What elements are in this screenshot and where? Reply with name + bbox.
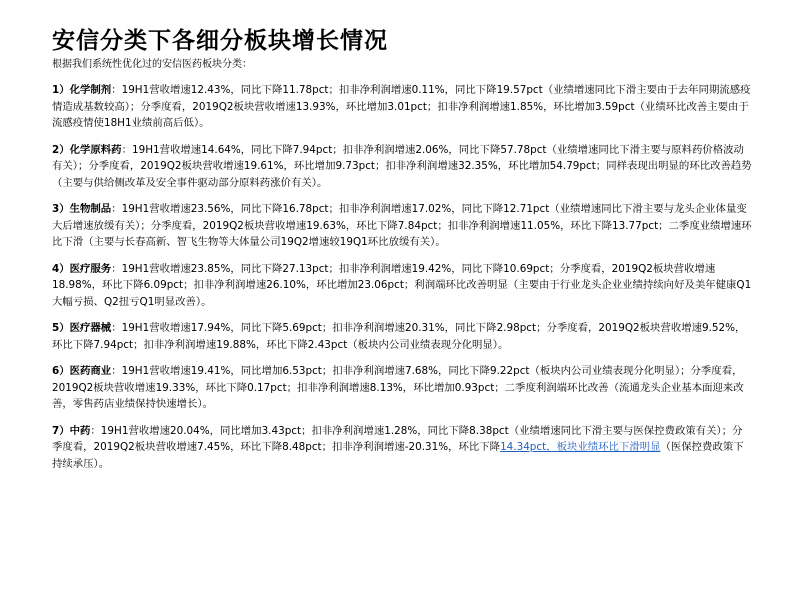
- hyperlink-text[interactable]: 14.34pct，板块业绩环比下滑明显: [500, 441, 661, 453]
- section-body: ：19H1营收增速23.56%，同比下降16.78pct；扣非净利润增速17.02%，同比下降12.71pct（业绩增速同比下滑主要与龙头企业体量变大后增速放缓有关）；分季度看，2019Q2板块营收增速19.63%，环比下降7.84pct；扣非净利润增速11.05%，环比下降13.77pct；二季度业绩增速环比下滑（主要与长春高新、智飞生物等大体量公司19Q2增速较19Q1环比放缓有关）。: [52, 203, 752, 248]
- section-name: 化学制剂: [69, 84, 112, 96]
- section-body: ：19H1营收增速20.04%，同比增加3.43pct；扣非净利润增速1.28%，同比下降8.38pct（业绩增速同比下滑主要与医保控费政策有关）；分季度看，2019Q2板块营收增速7.45%，环比下降8.48pct；扣非净利润增速-20.31%，环比下降: [52, 424, 743, 453]
- section-number: 3）: [52, 203, 70, 215]
- section-number: 1）: [52, 84, 70, 96]
- section-number: 5）: [52, 322, 70, 334]
- section-body-tail: （医保控费政策下持续承压）。: [52, 441, 744, 470]
- section-name: 医药商业: [69, 365, 112, 377]
- section-body: ：19H1营收增速23.85%，同比下降27.13pct；扣非净利润增速19.42%，同比下降10.69pct；分季度看，2019Q2板块营收增速18.98%，环比下降6.09pct；扣非净利润增速26.10%，环比增加23.06pct；利润端环比改善明显（主要由于行业龙头企业业绩持续向好及美年健康Q1大幅亏损、Q2扭亏Q1明显改善）。: [52, 262, 752, 308]
- section-pharma-commerce: [52, 363, 752, 413]
- section-medical-devices: [52, 320, 752, 353]
- section-name: 化学原料药: [69, 143, 122, 156]
- section-body: ：19H1营收增速14.64%，同比下降7.94pct；扣非净利润增速2.06%，同比下降57.78pct（业绩增速同比下滑主要与原料药价格波动有关）；分季度看，2019Q2板块营收增速19.61%，环比增加9.73pct；扣非净利润增速32.35%，环比增加54.79pct；同样表现出明显的环比改善趋势（主要与供给侧改革及安全事件驱动部分原料药涨价有关）。: [52, 143, 752, 189]
- section-number: 6）: [52, 365, 70, 377]
- section-number: 7）: [52, 424, 70, 437]
- section-name: 生物制品: [69, 203, 112, 215]
- section-body: ：19H1营收增速17.94%，同比下降5.69pct；扣非净利润增速20.31%，同比下降2.98pct；分季度看，2019Q2板块营收增速9.52%，环比下降7.94pct；扣非净利润增速19.88%，环比下降2.43pct（板块内公司业绩表现分化明显）。: [52, 322, 746, 351]
- page-title: 安信分类下各细分板块增长情况: [52, 27, 388, 54]
- section-body: ：19H1营收增速19.41%，同比增加6.53pct；扣非净利润增速7.68%，同比下降9.22pct（板块内公司业绩表现分化明显）；分季度看，2019Q2板块营收增速19.33%，环比下降0.17pct；扣非净利润增速8.13%，环比增加0.93pct；二季度利润端环比改善（流通龙头企业基本面迎来改善，零售药店业绩保持快速增长）。: [52, 365, 744, 410]
- section-number: 4）: [52, 262, 70, 275]
- intro-text: 根据我们系统性优化过的安信医药板块分类：: [52, 59, 252, 70]
- section-chemical-preparations: [52, 82, 752, 132]
- section-body: ：19H1营收增速12.43%，同比下降11.78pct；扣非净利润增速0.11%，同比下降19.57pct（业绩增速同比下滑主要由于去年同期流感疫情造成基数较高）；分季度看，2019Q2板块营收增速13.93%，环比增加3.01pct；扣非净利润增速1.85%，环比增加3.59pct（业绩环比改善主要由于流感疫情使18H1业绩前高后低）。: [52, 84, 751, 129]
- section-chemical-api: [52, 142, 752, 192]
- section-name: 医疗服务: [69, 262, 112, 275]
- section-number: 2）: [52, 143, 70, 156]
- section-biologics: [52, 201, 752, 251]
- section-name: 中药: [69, 424, 91, 437]
- section-name: 医疗器械: [69, 322, 112, 334]
- section-medical-services: [52, 261, 752, 311]
- section-tcm: [52, 423, 752, 473]
